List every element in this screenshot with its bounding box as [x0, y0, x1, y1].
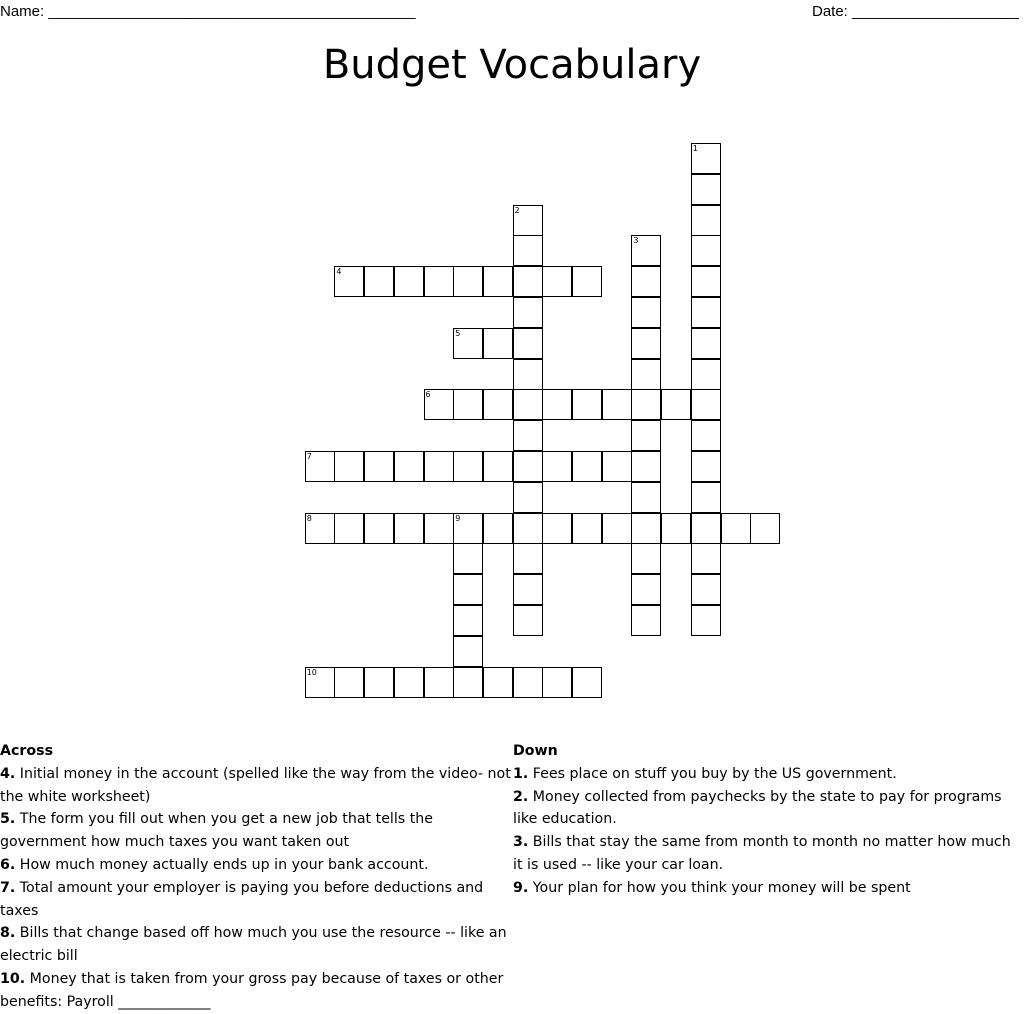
crossword-cell[interactable] — [453, 574, 483, 605]
crossword-cell[interactable] — [542, 513, 572, 544]
crossword-cell[interactable] — [691, 451, 721, 482]
crossword-cell[interactable] — [483, 389, 513, 420]
crossword-cell[interactable] — [661, 513, 691, 544]
cell-number: 1 — [692, 144, 698, 153]
crossword-cell[interactable] — [453, 389, 483, 420]
crossword-cell[interactable] — [483, 667, 513, 698]
crossword-cell[interactable] — [572, 513, 602, 544]
clue-text: Bills that stay the same from month to month no matter how much it is used -- like your car loan. — [513, 834, 1011, 873]
crossword-cell[interactable] — [631, 266, 661, 297]
crossword-cell[interactable] — [631, 543, 661, 574]
crossword-cell[interactable] — [691, 266, 721, 297]
down-clue — [513, 763, 1024, 786]
crossword-cell[interactable] — [334, 667, 364, 698]
down-heading: Down — [513, 743, 558, 759]
clue-number: 3. — [513, 834, 529, 851]
clue-text: Bills that change based off how much you use the resource -- like an electric bill — [0, 925, 507, 965]
crossword-cell[interactable] — [513, 451, 543, 482]
page-title: Budget Vocabulary — [322, 42, 702, 88]
clue-text: Fees place on stuff you buy by the US government. — [532, 765, 897, 782]
crossword-cell[interactable] — [691, 420, 721, 451]
crossword-cell[interactable] — [453, 328, 483, 359]
crossword-cell[interactable] — [542, 389, 572, 420]
clue-text: Total amount your employer is paying you before deductions and taxes — [0, 879, 484, 919]
crossword-cell[interactable] — [513, 389, 543, 420]
crossword-cell[interactable] — [334, 513, 364, 544]
crossword-cell[interactable] — [453, 605, 483, 636]
crossword-cell[interactable] — [364, 667, 394, 698]
crossword-cell[interactable] — [513, 605, 543, 636]
crossword-cell[interactable] — [453, 636, 483, 667]
clue-text: Money that is taken from your gross pay because of taxes or other benefits: Payroll _____________ — [0, 970, 504, 1010]
crossword-cell[interactable] — [661, 389, 691, 420]
crossword-cell[interactable] — [631, 605, 661, 636]
crossword-cell[interactable] — [453, 513, 483, 544]
crossword-cell[interactable] — [602, 389, 632, 420]
across-clues — [0, 740, 515, 1014]
cell-number: 7 — [306, 452, 312, 461]
cell-number: 4 — [336, 267, 342, 277]
crossword-cell[interactable] — [513, 235, 543, 266]
cell-number: 3 — [633, 236, 639, 246]
crossword-cell[interactable] — [572, 667, 602, 698]
across-clue — [0, 968, 515, 1014]
cell-number: 6 — [425, 390, 431, 400]
crossword-cell[interactable] — [513, 574, 543, 605]
crossword-cell[interactable] — [513, 667, 543, 698]
down-clue — [513, 831, 1024, 877]
clue-number: 10. — [0, 970, 26, 987]
crossword-cell[interactable] — [513, 543, 543, 574]
crossword-cell[interactable] — [513, 205, 543, 236]
crossword-cell[interactable] — [424, 389, 454, 420]
crossword-cell[interactable] — [721, 513, 751, 544]
clue-text: Money collected from paychecks by the state to pay for programs like education. — [513, 788, 1002, 828]
crossword-cell[interactable] — [542, 451, 572, 482]
crossword-cell[interactable] — [424, 513, 454, 544]
across-clue — [0, 877, 515, 923]
clue-number: 5. — [0, 811, 16, 828]
clue-text: The form you fill out when you get a new job that tells the government how much taxes you want taken out — [0, 811, 433, 851]
crossword-cell[interactable] — [424, 451, 454, 482]
crossword-cell[interactable] — [631, 359, 661, 390]
crossword-cell[interactable] — [602, 513, 632, 544]
clue-number: 8. — [0, 925, 16, 942]
crossword-cell[interactable] — [513, 297, 543, 328]
crossword-cell[interactable] — [691, 513, 721, 544]
cell-number: 9 — [455, 513, 461, 523]
crossword-cell[interactable] — [691, 543, 721, 574]
crossword-cell[interactable] — [572, 451, 602, 482]
crossword-cell[interactable] — [691, 328, 721, 359]
crossword-cell[interactable] — [305, 667, 335, 698]
crossword-cell[interactable] — [364, 451, 394, 482]
crossword-cell[interactable] — [542, 667, 572, 698]
clue-number: 9. — [513, 879, 529, 896]
crossword-cell[interactable] — [631, 574, 661, 605]
crossword-cell[interactable] — [750, 513, 780, 544]
crossword-cell[interactable] — [691, 482, 721, 513]
crossword-cell[interactable] — [334, 266, 364, 297]
crossword-cell[interactable] — [364, 266, 394, 297]
clue-text: Your plan for how you think your money will be spent — [532, 879, 911, 896]
crossword-cell[interactable] — [453, 543, 483, 574]
crossword-cell[interactable] — [691, 205, 721, 236]
crossword-cell[interactable] — [364, 513, 394, 544]
down-clue — [513, 877, 1024, 900]
down-clues — [513, 740, 1024, 900]
crossword-cell[interactable] — [394, 451, 424, 482]
crossword-cell[interactable] — [631, 235, 661, 266]
crossword-cell[interactable] — [424, 667, 454, 698]
crossword-cell[interactable] — [453, 266, 483, 297]
crossword-cell[interactable] — [602, 451, 632, 482]
crossword-cell[interactable] — [513, 513, 543, 544]
crossword-cell[interactable] — [691, 605, 721, 636]
crossword-cell[interactable] — [631, 420, 661, 451]
clue-text: How much money actually ends up in your bank account. — [19, 856, 429, 873]
date-field-label: Date: ____________________ — [812, 3, 1019, 20]
across-clue — [0, 763, 515, 809]
crossword-cell[interactable] — [483, 451, 513, 482]
cell-number: 8 — [306, 513, 312, 523]
crossword-cell[interactable] — [453, 451, 483, 482]
crossword-cell[interactable] — [631, 513, 661, 544]
crossword-cell[interactable] — [691, 389, 721, 420]
crossword-cell[interactable] — [691, 574, 721, 605]
name-field-label: Name: ____________________________________________ — [0, 3, 416, 20]
crossword-cell[interactable] — [513, 328, 543, 359]
cell-number: 5 — [455, 328, 461, 338]
crossword-cell[interactable] — [483, 513, 513, 544]
crossword-cell[interactable] — [691, 297, 721, 328]
across-heading: Across — [0, 743, 54, 759]
across-clue — [0, 922, 515, 968]
clue-number: 2. — [513, 788, 529, 805]
crossword-cell[interactable] — [513, 266, 543, 297]
crossword-cell[interactable] — [572, 389, 602, 420]
crossword-cell[interactable] — [691, 143, 721, 174]
crossword-cell[interactable] — [631, 451, 661, 482]
crossword-cell[interactable] — [513, 420, 543, 451]
crossword-cell[interactable] — [631, 297, 661, 328]
clue-number: 1. — [513, 765, 529, 782]
crossword-cell[interactable] — [394, 513, 424, 544]
crossword-cell[interactable] — [691, 359, 721, 390]
crossword-cell[interactable] — [483, 266, 513, 297]
cell-number: 10 — [306, 667, 317, 677]
crossword-cell[interactable] — [631, 328, 661, 359]
clue-number: 7. — [0, 879, 16, 896]
crossword-cell[interactable] — [424, 266, 454, 297]
down-clue — [513, 786, 1024, 832]
clue-number: 4. — [0, 765, 16, 782]
crossword-cell[interactable] — [334, 451, 364, 482]
across-clue — [0, 854, 515, 877]
across-clue — [0, 808, 515, 854]
crossword-cell[interactable] — [305, 513, 335, 544]
crossword-cell[interactable] — [513, 359, 543, 390]
crossword-cell[interactable] — [631, 482, 661, 513]
crossword-cell[interactable] — [542, 266, 572, 297]
crossword-cell[interactable] — [513, 482, 543, 513]
cell-number: 2 — [514, 205, 520, 215]
crossword-cell[interactable] — [394, 667, 424, 698]
crossword-cell[interactable] — [691, 235, 721, 266]
crossword-cell[interactable] — [453, 667, 483, 698]
crossword-cell[interactable] — [572, 266, 602, 297]
crossword-cell[interactable] — [691, 174, 721, 205]
crossword-cell[interactable] — [631, 389, 661, 420]
clue-text: Initial money in the account (spelled like the way from the video- not the white worksheet) — [0, 765, 511, 805]
crossword-cell[interactable] — [483, 328, 513, 359]
crossword-cell[interactable] — [305, 451, 335, 482]
clue-number: 6. — [0, 856, 16, 873]
crossword-cell[interactable] — [394, 266, 424, 297]
